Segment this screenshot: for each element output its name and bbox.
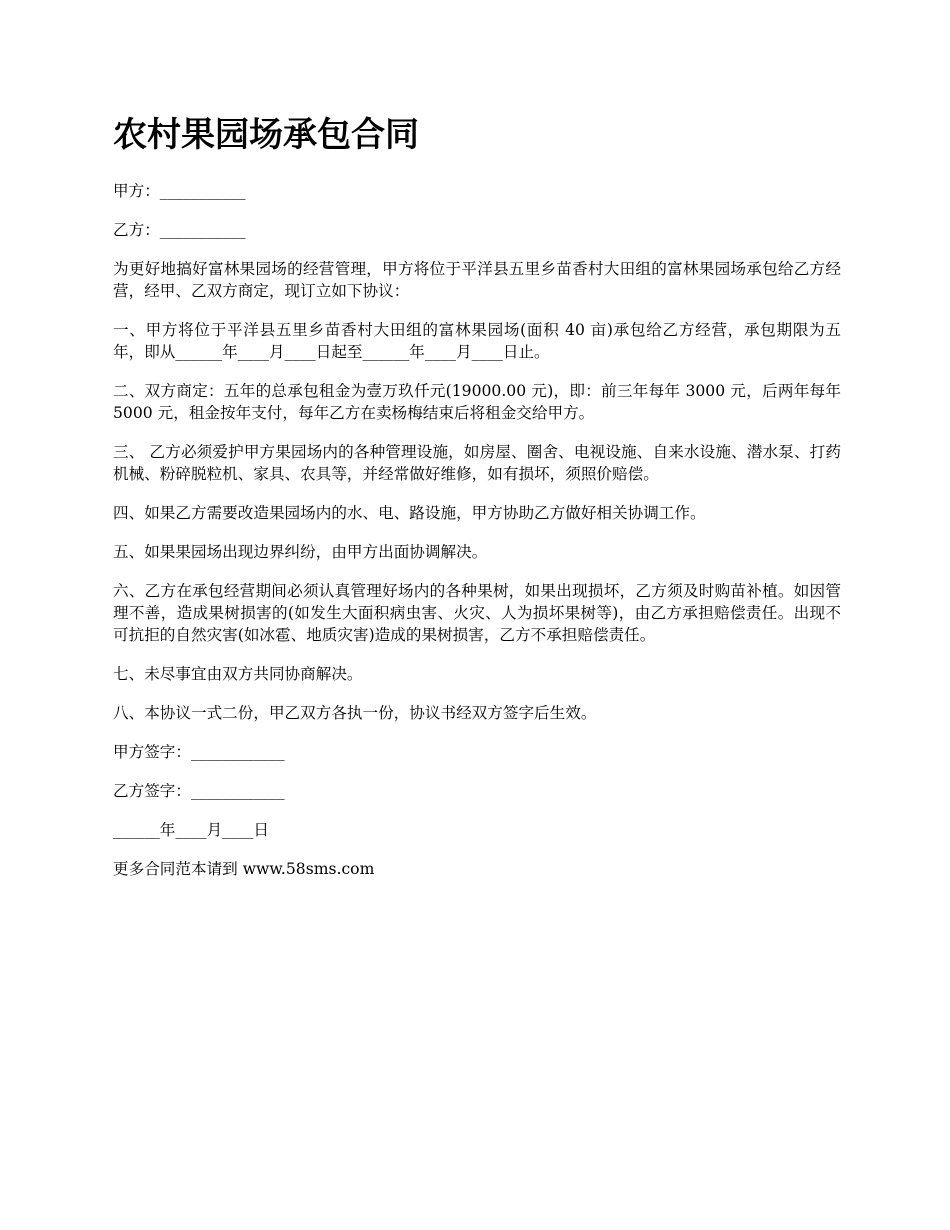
- clause-5: 五、如果果园场出现边界纠纷，由甲方出面协调解决。: [113, 543, 488, 561]
- signature-party-a: 甲方签字：____________: [113, 743, 285, 761]
- signature-party-b: 乙方签字：____________: [113, 782, 285, 800]
- party-a-line: 甲方：___________: [113, 182, 246, 200]
- clause-6: 六、乙方在承包经营期间必须认真管理好场内的各种果树，如果出现损坏，乙方须及时购苗补植。如因管理不善，造成果树损害的(如发生大面积病虫害、火灾、人为损坏果树等)，由乙方承担赔偿责任。出现不可抗拒的自然灾害(如冰雹、地质灾害)造成的果树损害，乙方不承担赔偿责任。: [113, 582, 841, 644]
- party-b-line: 乙方：___________: [113, 221, 246, 239]
- footer-note: 更多合同范本请到 www.58sms.com: [113, 860, 375, 878]
- clause-1: 一、甲方将位于平洋县五里乡苗香村大田组的富林果园场(面积 40 亩)承包给乙方经营，承包期限为五年，即从______年____月____日起至______年____月____日止。: [113, 321, 841, 361]
- clause-4: 四、如果乙方需要改造果园场内的水、电、路设施，甲方协助乙方做好相关协调工作。: [113, 504, 706, 522]
- clause-8: 八、本协议一式二份，甲乙双方各执一份，协议书经双方签字后生效。: [113, 704, 597, 722]
- clause-7: 七、未尽事宜由双方共同协商解决。: [113, 665, 363, 683]
- intro-paragraph: 为更好地搞好富林果园场的经营管理，甲方将位于平洋县五里乡苗香村大田组的富林果园场承包给乙方经营，经甲、乙双方商定，现订立如下协议：: [113, 260, 841, 300]
- clause-2: 二、双方商定：五年的总承包租金为壹万玖仟元(19000.00 元)，即：前三年每年 3000 元，后两年每年 5000 元，租金按年支付，每年乙方在卖杨梅结束后将租金交给甲方。: [113, 382, 841, 422]
- document-title: 农村果园场承包合同: [113, 115, 419, 155]
- date-line: ______年____月____日: [113, 821, 269, 839]
- document-page: [113, 110, 841, 897]
- clause-3: 三、 乙方必须爱护甲方果园场内的各种管理设施，如房屋、圈舍、电视设施、自来水设施、潜水泵、打药机械、粉碎脱粒机、家具、农具等，并经常做好维修，如有损坏，须照价赔偿。: [113, 443, 841, 483]
